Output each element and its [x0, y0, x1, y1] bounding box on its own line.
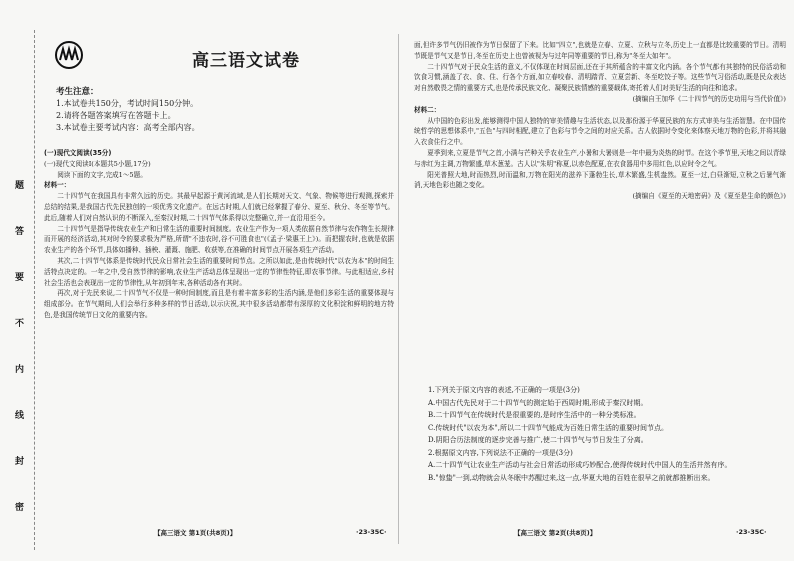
page-footer-code: ·23-35C· — [356, 528, 387, 536]
subsection-heading: (一)现代文阅读Ⅰ(本题共5小题,17分) — [44, 159, 151, 168]
page-footer-code: ·23-35C· — [736, 528, 767, 536]
answer-option: B.二十四节气在传统时代是很重要的,是时序生活中的一种分类标准。 — [428, 411, 641, 419]
notice-item: 1.本试卷共150分，考试时间150分钟。 — [56, 99, 199, 108]
seal-label: 要 — [13, 272, 23, 281]
answer-option: A.中国古代先民对于二十四节气的测定始于西周时期,形成于秦汉时期。 — [428, 398, 648, 407]
passage-paragraph: 二十四节气对于民众生活的意义,不仅体现在时间层面,还在于其所蕴含的丰富文化内涵。各个节气都有其独特的民俗活动和饮食习惯,涵盖了衣、食、住、行各个方面,如立春咬春、清明踏青、立夏尝新、冬至吃饺子等。这些节气习俗活动,既是民众表达对自然敬畏之情的重要方式,也是传承民族文化、凝聚民族情感的重要载体,寄托着人们对美好生活的向往和追求。 — [414, 62, 786, 93]
notice-item: 2.请将各题答案填写在答题卡上。 — [56, 111, 176, 120]
seal-label: 不 — [13, 318, 23, 327]
answer-option: B."惊蛰"一到,动物就会从冬眠中苏醒过来,这一点,华夏大地的百姓在很早之前就都推断出来。 — [428, 473, 715, 482]
seal-label: 密 — [13, 502, 23, 511]
column-divider — [398, 34, 399, 544]
page-footer-label: 【高三语文 第1页(共8页)】 — [154, 529, 237, 537]
publisher-logo-icon — [52, 40, 86, 70]
material-label: 材料一： — [44, 181, 71, 190]
instruction-text: 阅读下面的文字,完成1～5题。 — [57, 170, 147, 179]
passage-paragraph: 二十四节气在我国具有非常久远的历史。其最早起源于黄河流域,是人们长期对天文、气象、物候等进行观测,探索并总结的结果,是我国古代先民独创的一项优秀文化遗产。在远古时期,人们就已经掌握了春分、夏至、秋分、冬至等节气。此后,随着人们对自然认识的不断深入,至秦汉时期,二十四节气体系得以完整确立,并一直沿用至今。 — [44, 192, 394, 222]
passage-paragraph: 夏季到来,立夏是节气之首,小满与芒种关乎农业生产,小暑和大暑则是一年中最为炎热的时节。在这个季节里,天地之间以青绿与赤红为主调,万物繁盛,草木葱茏。古人以"朱明"称夏,以赤色配夏,在衣食器用中多用红色,以应时令之气。 — [414, 148, 786, 168]
seal-label: 线 — [13, 410, 23, 419]
seal-label: 答 — [13, 226, 23, 235]
question-block — [414, 384, 786, 484]
answer-option: D.阴阳合历法制度的逐步完善与推广,使二十四节气与节日发生了分离。 — [428, 436, 648, 444]
seal-label: 封 — [13, 456, 23, 465]
passage-paragraph: 二十四节气是指导传统农业生产和日常生活的重要时间制度。农业生产作为一项人类依据自然节律与农作物生长规律而开展的经济活动,其对时令的要求极为严格,所谓"不违农时,谷不可胜食也"(《孟子·梁惠王上》)。而把握农时,也就是依据农业生产的各个环节,具体如播种、插秧、灌溉、施肥、收获等,在准确的时间节点开展各项生产活动。 — [44, 224, 394, 255]
reading-passage — [44, 148, 394, 321]
page-title: 高三语文试卷 — [192, 51, 300, 71]
exam-notice — [56, 86, 200, 134]
passage-paragraph: 再次,对于先民来说,二十四节气不仅是一种时间制度,而且是有着丰富多彩的生活内涵,是他们多彩生活的重要体现与组成部分。在节气期间,人们会举行多种多样的节日活动,以示庆祝,其中很多活动都带有深厚的文化积淀和鲜明的地方特色,是我国传统节日文化的重要内容。 — [44, 289, 394, 319]
answer-option: A.二十四节气让农业生产活动与社会日常活动形成巧妙配合,使得传统时代中国人的生活井然有序。 — [428, 461, 732, 469]
notice-item: 3.本试卷主要考试内容：高考全部内容。 — [56, 123, 200, 132]
passage-paragraph: 面,但许多节气仍旧被作为节日保留了下来。比如"四立",也就是立春、立夏、立秋与立冬,历史上一直都是比较重要的节日。清明节既是节气又是节日,冬至在历史上也曾被视为与过年同等重要的节日,称为"冬至大如年"。 — [414, 41, 786, 60]
question-stem: 2.根据原文内容,下列说法不正确的一项是(3分) — [428, 448, 573, 457]
seal-line-strip — [4, 30, 35, 550]
seal-label: 内 — [13, 364, 23, 373]
page-footer-label: 【高三语文 第2页(共8页)】 — [514, 529, 597, 537]
answer-option: C.传统时代"以农为本",所以二十四节气能成为百姓日常生活的重要时间节点。 — [428, 423, 668, 432]
seal-label: 题 — [13, 180, 23, 189]
passage-paragraph: 其次,二十四节气体系是传统时代民众日常社会生活的重要时间节点。之所以如此,是由传统时代"以农为本"的时间生活特点决定的。一年之中,受自然节律的影响,农业生产活动总体呈现出一定的节律性特征,即农事节律。与此相适应,乡村社会生活也会表现出一定的节律性,从年初到年末,各种活动各有其时。 — [44, 256, 394, 287]
notice-heading: 考生注意： — [56, 87, 99, 97]
question-stem: 1.下列关于原文内容的表述,不正确的一项是(3分) — [428, 386, 580, 394]
material-label: 材料二： — [414, 105, 441, 114]
passage-paragraph: 从中国的色彩出发,能够测得中国人独特的审美情趣与生活状态,以及那份源于华夏民族的东方式审美与生活智慧。在中国传统哲学的思想体系中,"五色"与四时相配,建立了色彩与节令之间的对应关系。古人依据时令变化来体察天地万物的色彩,并将其融入衣食住行之中。 — [414, 116, 786, 147]
source-citation: (摘编自《夏至的天地密码》及《夏至是生命的颜色》) — [632, 192, 786, 201]
section-heading: (一)现代文阅读(35分) — [44, 149, 112, 157]
source-citation: (摘编自王加华《二十四节气的历史功用与当代价值》) — [632, 94, 786, 103]
passage-paragraph: 阳光普照大地,时而热烈,时而温和,万物在阳光的滋养下蓬勃生长,草木繁盛,生机盎然。夏至一过,白昼渐短,立秋之后暑气渐消,天地色彩也随之变化。 — [414, 170, 786, 190]
reading-passage-continued — [414, 40, 786, 202]
